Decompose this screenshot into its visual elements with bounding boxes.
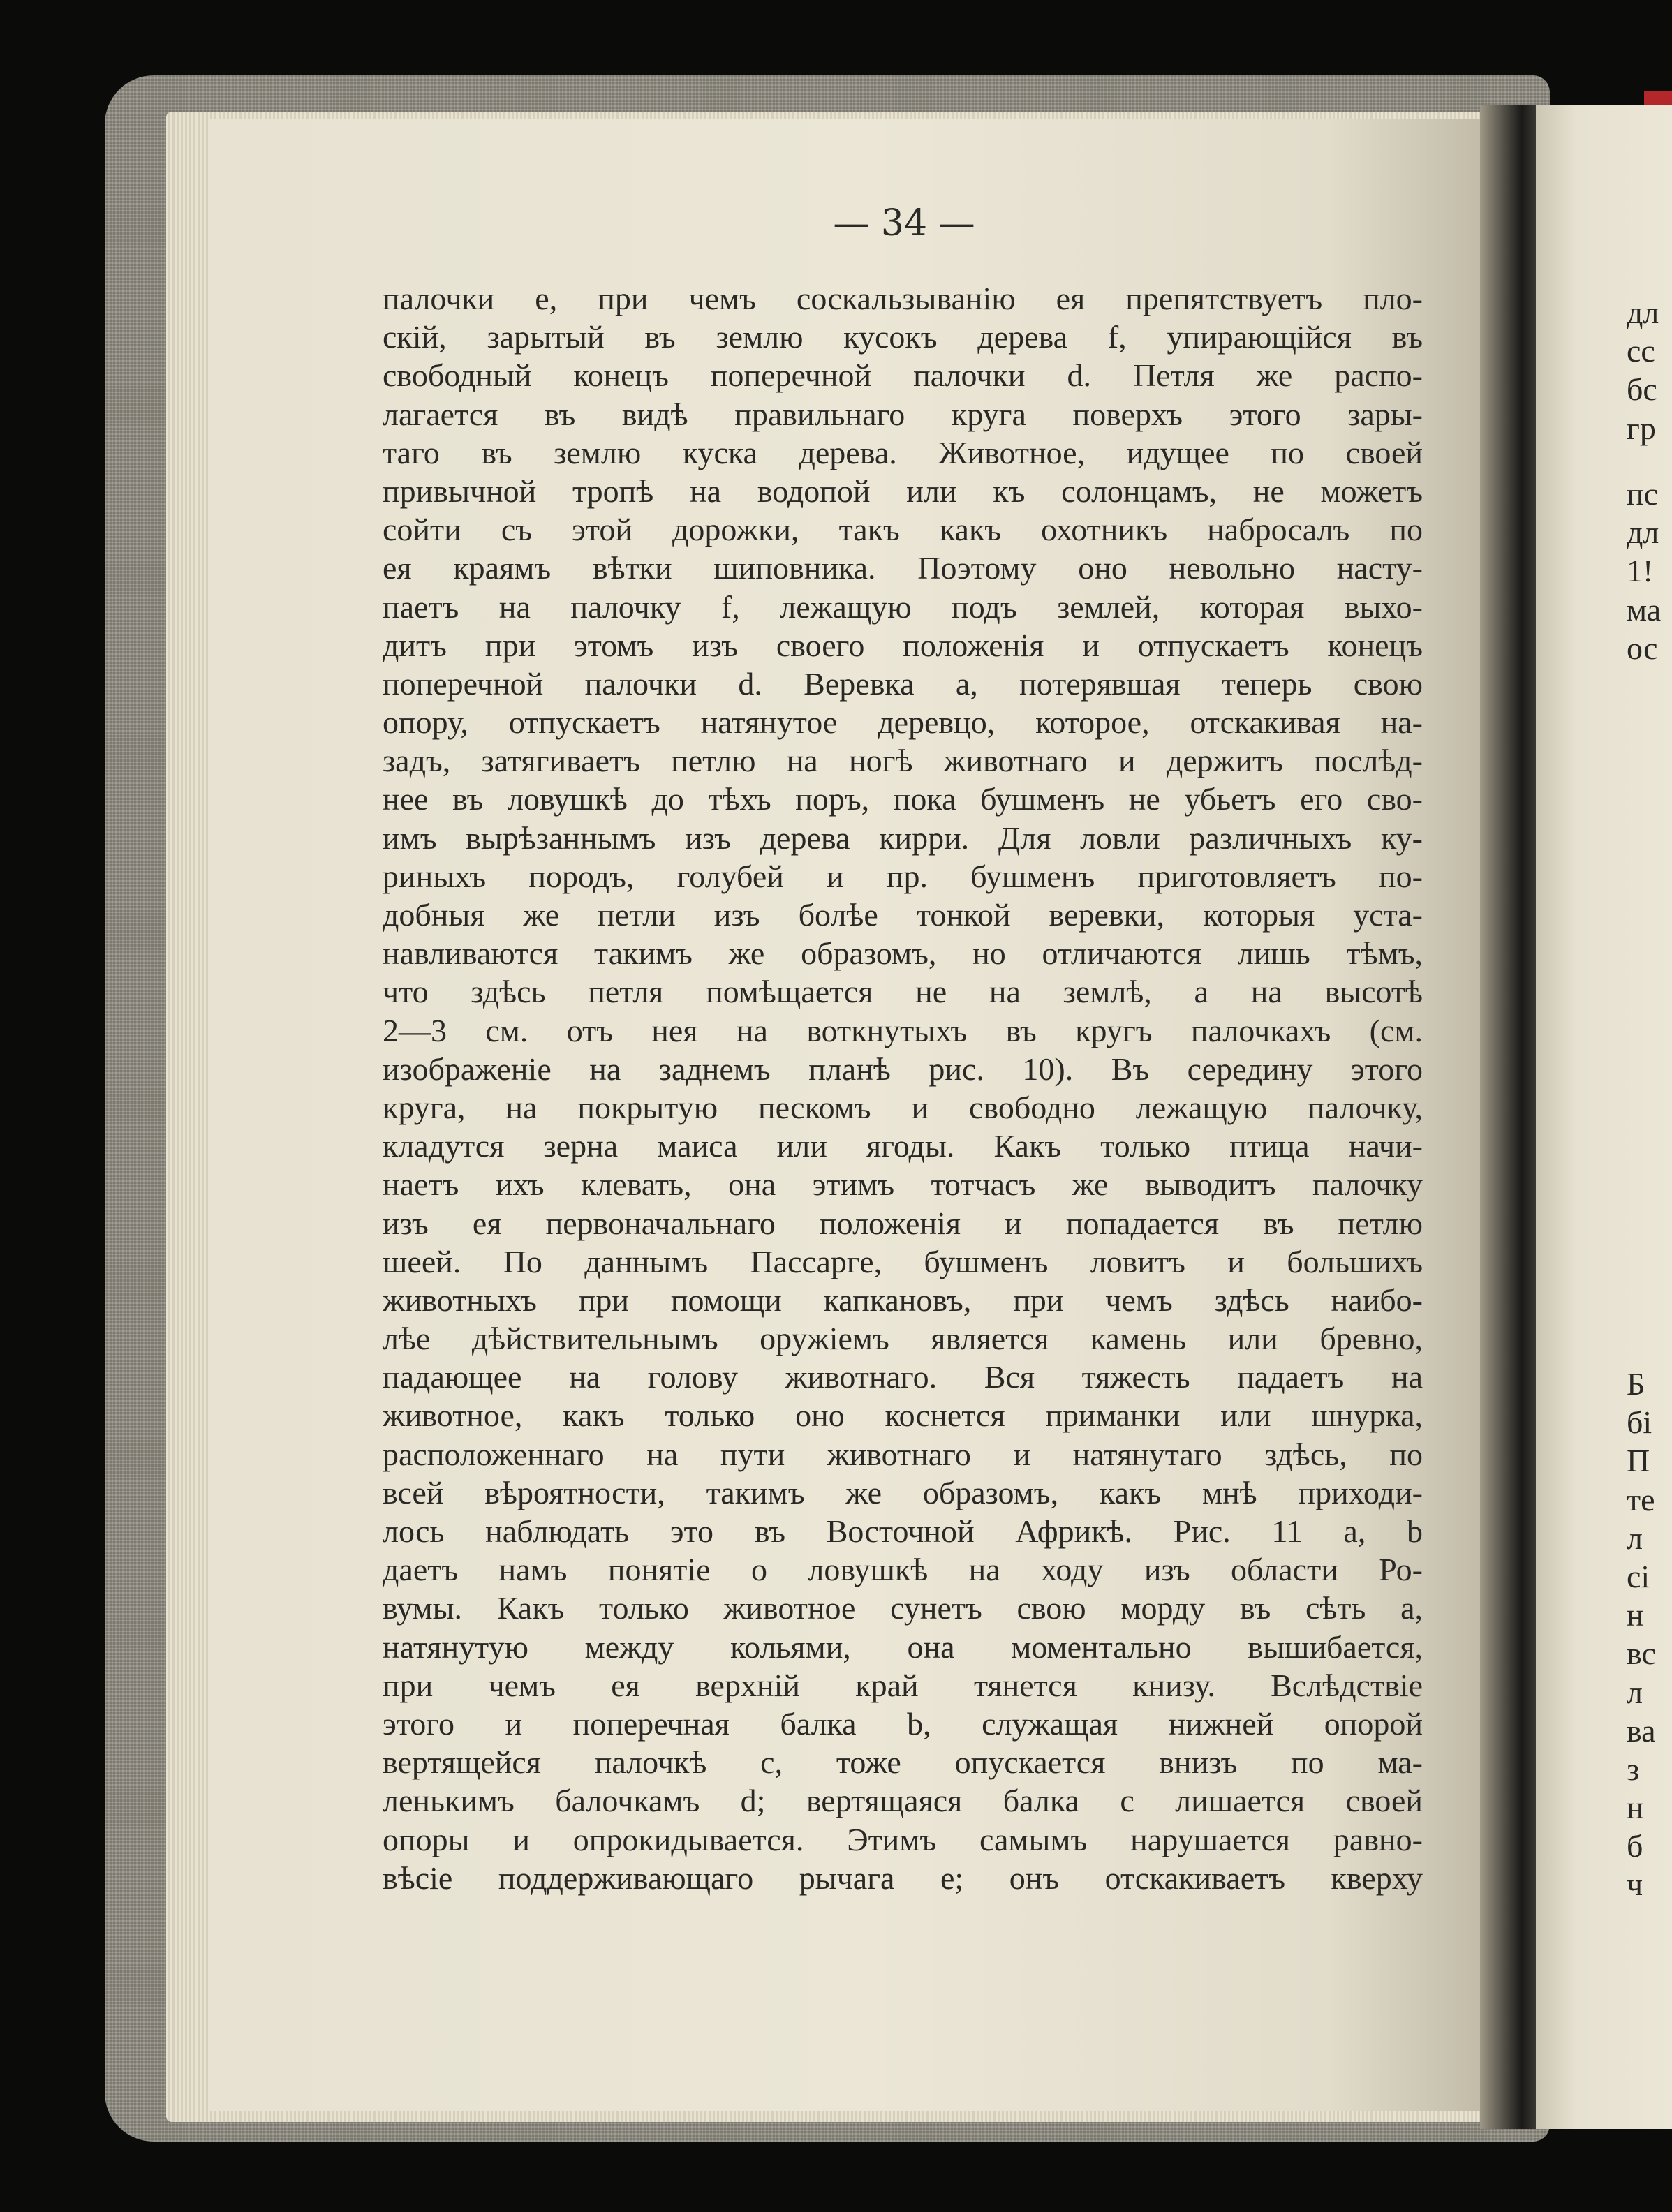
next-page-line-fragment: л	[1627, 1520, 1643, 1556]
text-line: опоры и опрокидывается. Этимъ самымъ нарушается равно-	[383, 1821, 1423, 1857]
next-page-fragments-bottom	[1627, 1365, 1656, 1904]
text-line: изъ ея первоначальнаго положенія и попадается въ петлю	[383, 1205, 1423, 1241]
next-page-line-fragment: л	[1627, 1674, 1643, 1710]
next-page-line-fragment: ч	[1627, 1866, 1643, 1903]
text-line: наетъ ихъ клевать, она этимъ тотчасъ же выводитъ палочку	[383, 1166, 1423, 1203]
text-line: сойти съ этой дорожки, такъ какъ охотникъ набросалъ по	[383, 512, 1423, 548]
text-line: имъ вырѣзаннымъ изъ дерева кирри. Для ловли различныхъ ку-	[383, 819, 1423, 856]
text-line: что здѣсь петля помѣщается не на землѣ, а на высотѣ	[383, 974, 1423, 1010]
text-line: вертящейся палочкѣ c, тоже опускается внизъ по ма-	[383, 1744, 1423, 1781]
text-line: дитъ при этомъ изъ своего положенія и отпускаетъ конецъ	[383, 627, 1423, 663]
next-page-line-fragment: пс	[1627, 476, 1659, 512]
next-page-line-fragment: б	[1627, 1828, 1643, 1864]
text-line: поперечной палочки d. Веревка a, потерявшая теперь свою	[383, 665, 1423, 702]
text-line: нее въ ловушкѣ до тѣхъ поръ, пока бушменъ не убьетъ его сво-	[383, 781, 1423, 817]
next-page-line-fragment: ма	[1627, 591, 1662, 628]
next-page-line-fragment: Б	[1627, 1366, 1645, 1402]
next-page-line-fragment: бс	[1627, 371, 1657, 408]
text-line: паетъ на палочку f, лежащую подъ землей, которая выхо-	[383, 588, 1423, 625]
text-line: животныхъ при помощи капкановъ, при чемъ здѣсь наибо-	[383, 1282, 1423, 1318]
next-page-line-fragment: бі	[1627, 1404, 1652, 1441]
next-page-line-fragment: дл	[1627, 514, 1659, 551]
next-page-line-fragment: гр	[1627, 410, 1656, 446]
text-line: 2—3 см. отъ нея на воткнутыхъ въ кругъ палочкахъ (см.	[383, 1012, 1423, 1048]
text-line: лагается въ видѣ правильнаго круга поверхъ этого зары-	[383, 396, 1423, 432]
next-page-line-fragment: сі	[1627, 1558, 1650, 1594]
page-number-header: — 34 —	[833, 202, 975, 244]
text-line: при чемъ ея верхній край тянется книзу. Вслѣдствіе	[383, 1667, 1423, 1703]
next-page-line-fragment: з	[1627, 1751, 1640, 1787]
next-page-line-fragment: дл	[1627, 295, 1659, 330]
next-page-line-fragment: н	[1627, 1597, 1644, 1633]
text-line: круга, на покрытую пескомъ и свободно лежащую палочку,	[383, 1089, 1423, 1125]
next-page-line-fragment: ос	[1627, 630, 1658, 666]
next-page-line-fragment: П	[1627, 1443, 1650, 1479]
text-line: вѣсіе поддерживающаго рычага e; онъ отскакиваетъ кверху	[383, 1860, 1423, 1896]
text-line: этого и поперечная балка b, служащая нижней опорой	[383, 1705, 1423, 1742]
next-page-line-fragment: вс	[1627, 1635, 1656, 1672]
text-line: скій, зарытый въ землю кусокъ дерева f, упирающійся въ	[383, 319, 1423, 355]
text-line: натянутую между кольями, она моментально вышибается,	[383, 1628, 1423, 1665]
text-line: навливаются такимъ же образомъ, но отличаются лишь тѣмъ,	[383, 935, 1423, 972]
next-page-line-fragment: ва	[1627, 1712, 1656, 1749]
text-line: кладутся зерна маиса или ягоды. Какъ только птица начи-	[383, 1128, 1423, 1164]
text-line: даетъ намъ понятіе о ловушкѣ на ходу изъ области Ро-	[383, 1552, 1423, 1588]
next-page-line-fragment: сс	[1627, 333, 1655, 369]
text-line: расположеннаго на пути животнаго и натянутаго здѣсь, по	[383, 1436, 1423, 1472]
text-line: вумы. Какъ только животное сунетъ свою морду въ сѣть a,	[383, 1590, 1423, 1626]
text-line: шеей. По даннымъ Пассарге, бушменъ ловитъ и большихъ	[383, 1243, 1423, 1279]
next-page-line-fragment: н	[1627, 1790, 1644, 1826]
text-line: ея краямъ вѣтки шиповника. Поэтому оно невольно насту-	[383, 550, 1423, 586]
text-line: привычной тропѣ на водопой или къ солонцамъ, не можетъ	[383, 473, 1423, 509]
text-line: добныя же петли изъ болѣе тонкой веревки, которыя уста-	[383, 897, 1423, 933]
text-line: падающее на голову животнаго. Вся тяжесть падаетъ на	[383, 1359, 1423, 1395]
next-page-fragments-top	[1627, 293, 1659, 447]
text-line: опору, отпускаетъ натянутое деревцо, которое, отскакивая на-	[383, 704, 1423, 741]
text-line: таго въ землю куска дерева. Животное, идущее по своей	[383, 434, 1423, 470]
text-line: риныхъ породъ, голубей и пр. бушменъ приготовляетъ по-	[383, 858, 1423, 894]
text-line: всей вѣроятности, такимъ же образомъ, какъ мнѣ приходи-	[383, 1474, 1423, 1510]
text-line: задъ, затягиваетъ петлю на ногѣ животнаго и держитъ послѣд-	[383, 743, 1423, 779]
text-line: свободный конецъ поперечной палочки d. Петля же распо-	[383, 357, 1423, 394]
next-page-line-fragment: 1!	[1627, 553, 1654, 589]
text-line: животное, какъ только оно коснется приманки или шнурка,	[383, 1397, 1423, 1434]
next-page-fragments-middle	[1627, 475, 1661, 667]
text-line: палочки e, при чемъ соскальзыванію ея препятствуетъ пло-	[383, 281, 1423, 316]
text-line: изображеніе на заднемъ планѣ рис. 10). Въ середину этого	[383, 1051, 1423, 1087]
text-line: лѣе дѣйствительнымъ оружіемъ является камень или бревно,	[383, 1321, 1423, 1357]
body-text	[383, 279, 1423, 1897]
text-line: ленькимъ балочкамъ d; вертящаяся балка c лишается своей	[383, 1783, 1423, 1819]
next-page-line-fragment: те	[1627, 1481, 1655, 1517]
text-line: лось наблюдать это въ Восточной Африкѣ. Рис. 11 a, b	[383, 1513, 1423, 1549]
